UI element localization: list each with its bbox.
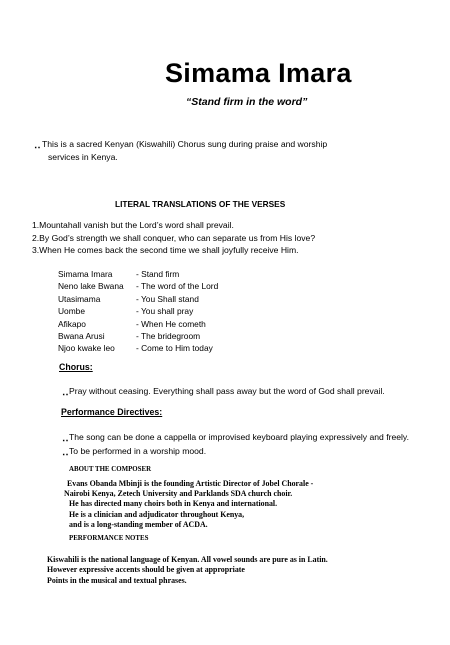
composer-line: Evans Obanda Mbinji is the founding Artistic Director of Jobel Chorale - [67,479,314,488]
glossary-meaning: - You shall pray [136,306,194,317]
performance-item: The song can be done a cappella or improvised keyboard playing expressively and freely. [69,432,409,442]
glossary-word: Neno lake Bwana [58,281,124,292]
glossary-meaning: - Come to Him today [136,343,213,354]
intro-line: This is a sacred Kenyan (Kiswahili) Chorus sung during praise and worship [42,139,328,149]
chorus-bullet: ‥ [62,387,69,398]
glossary-table [58,269,218,356]
performance-bullet: ‥ [62,433,69,444]
glossary-meaning: - You Shall stand [136,293,199,304]
glossary-row [58,281,218,293]
glossary-meaning: - When He cometh [136,318,206,329]
intro-paragraph [42,138,352,163]
performance-heading: Performance Directives: [61,407,163,417]
notes-text [47,555,328,586]
composer-line: He is a clinician and adjudicator throughout Kenya, [69,509,245,519]
glossary-meaning: - The bridegroom [136,330,201,341]
notes-line: Points in the musical and textual phrases. [47,575,187,585]
chorus-heading: Chorus: [59,362,93,372]
verse-line: 1.Mountahall vanish but the Lord’s word shall prevail. [32,220,234,230]
intro-line: services in Kenya. [48,151,118,162]
glossary-word: Afikapo [58,318,86,329]
composer-bio [64,479,313,530]
notes-heading: PERFORMANCE NOTES [69,535,149,542]
glossary-row [58,269,218,281]
performance-item: To be performed in a worship mood. [69,446,207,456]
glossary-row [58,343,218,355]
glossary-row [58,331,218,343]
notes-line: However expressive accents should be given at appropriate [47,565,245,575]
page-title: Simama Imara [165,58,352,88]
glossary-word: Uombe [58,306,85,317]
verse-line: 3.When He comes back the second time we shall joyfully receive Him. [32,245,299,256]
glossary-word: Simama Imara [58,269,113,279]
composer-line: He has directed many choirs both in Kenya and international. [69,499,278,509]
intro-bullet: ‥ [34,140,41,151]
page-subtitle: “Stand firm in the word” [186,96,308,108]
composer-line: and is a long-standing member of ACDA. [69,519,208,529]
glossary-row [58,306,218,318]
glossary-word: Utasimama [58,293,101,304]
composer-line: Nairobi Kenya, Zetech University and Parklands SDA church choir. [64,489,293,499]
glossary-word: Bwana Arusi [58,330,105,341]
verses-list [32,219,315,257]
glossary-meaning: - Stand firm [136,269,180,279]
glossary-row [58,294,218,306]
chorus-text: Pray without ceasing. Everything shall pass away but the word of God shall prevail. [69,386,385,396]
performance-bullet: ‥ [62,447,69,458]
notes-line: Kiswahili is the national language of Kenyan. All vowel sounds are pure as in Latin. [47,555,328,564]
glossary-word: Njoo kwake leo [58,343,115,354]
composer-heading: ABOUT THE COMPOSER [69,466,152,473]
glossary-row [58,319,218,331]
glossary-meaning: - The word of the Lord [136,281,219,292]
verse-line: 2.By God’s strength we shall conquer, who can separate us from His love? [32,232,316,243]
translations-heading: LITERAL TRANSLATIONS OF THE VERSES [115,199,286,209]
